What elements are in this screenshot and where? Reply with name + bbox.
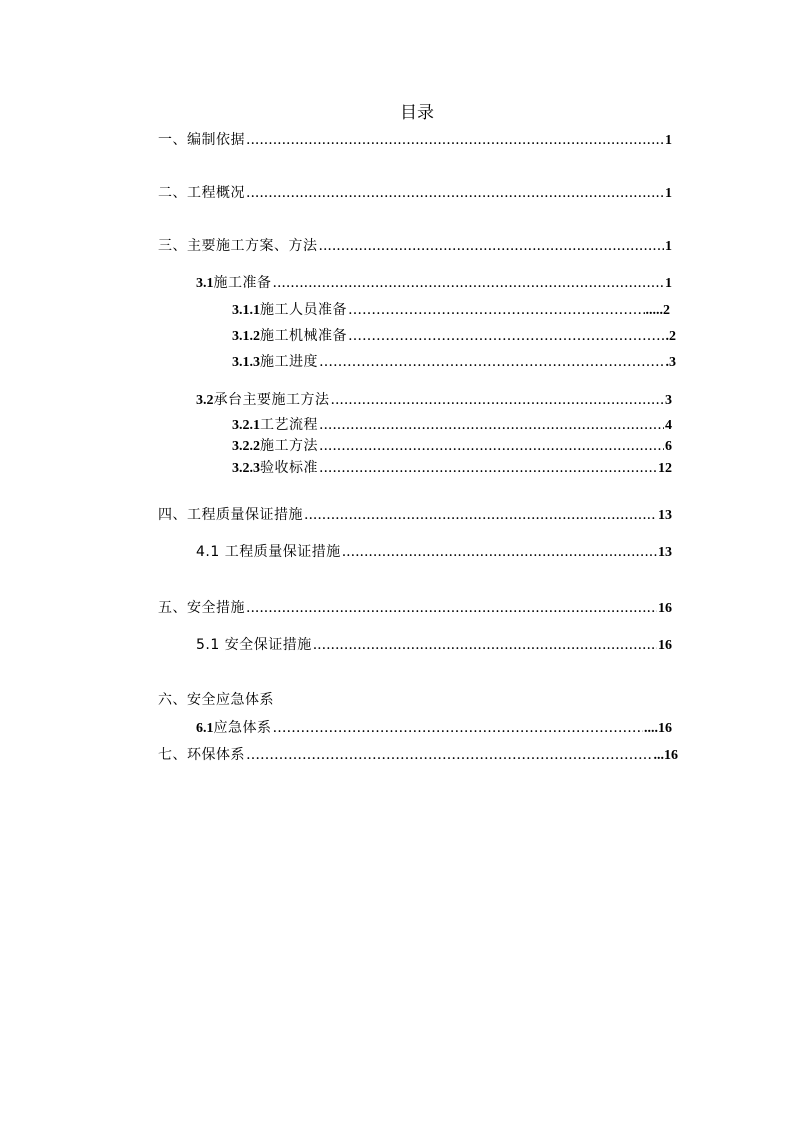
toc-leader — [273, 720, 644, 736]
toc-entry[interactable] — [232, 325, 676, 345]
toc-entry[interactable] — [158, 744, 678, 764]
toc-page-number: 16 — [658, 601, 672, 616]
toc-entry[interactable] — [158, 129, 672, 149]
toc-entry-label: 施工准备 — [213, 275, 272, 291]
toc-entry[interactable] — [158, 689, 672, 709]
toc-entry-label: 工艺流程 — [260, 417, 318, 433]
toc-section-number: 3.1.2 — [232, 329, 260, 344]
toc-entry[interactable] — [196, 717, 672, 737]
toc-section-number: 3.1.1 — [232, 303, 260, 318]
toc-page-number: 3 — [665, 393, 672, 408]
toc-leader — [348, 302, 645, 318]
toc-section-number: 3.1 — [196, 276, 214, 291]
toc-entry[interactable] — [232, 351, 676, 371]
toc-section-number: 3.2.1 — [232, 418, 260, 433]
toc-entry-label: 施工人员准备 — [260, 302, 347, 318]
toc-entry[interactable] — [232, 457, 672, 477]
toc-entry-label: 二、工程概况 — [158, 185, 245, 201]
toc-leader — [319, 417, 664, 433]
toc-page-number: 1 — [665, 276, 672, 291]
toc-page-number: 4 — [665, 418, 672, 433]
toc-leader — [246, 185, 664, 201]
toc-leader — [246, 600, 657, 616]
toc-entry-label: 七、环保体系 — [158, 747, 245, 763]
toc-title: 目录 — [400, 103, 434, 123]
toc-page-number: 13 — [658, 508, 672, 523]
toc-leader — [319, 238, 665, 254]
toc-section-number: 6.1 — [196, 721, 214, 736]
toc-page-number: 13 — [658, 545, 672, 560]
toc-entry-label: 三、主要施工方案、方法 — [158, 238, 318, 254]
toc-entry-label: 承台主要施工方法 — [213, 392, 330, 408]
toc-entry[interactable] — [196, 541, 672, 561]
toc-leader — [319, 354, 665, 370]
toc-entry-label: 4.1 工程质量保证措施 — [196, 544, 341, 560]
toc-entry[interactable] — [158, 182, 672, 202]
toc-page-number: 1 — [665, 133, 672, 148]
toc-page-number: 1 — [665, 186, 672, 201]
toc-leader — [313, 637, 657, 653]
toc-entry[interactable] — [158, 504, 672, 524]
toc-entry[interactable] — [196, 634, 672, 654]
toc-entry-label: 5.1 安全保证措施 — [196, 637, 312, 653]
toc-entry[interactable] — [232, 414, 672, 434]
toc-section-number: 3.2 — [196, 393, 214, 408]
toc-leader — [319, 460, 657, 476]
toc-entry-label: 四、工程质量保证措施 — [158, 507, 303, 523]
toc-page-number: .....2 — [645, 303, 670, 318]
toc-entry[interactable] — [232, 299, 670, 319]
toc-entry-label: 验收标准 — [260, 460, 318, 476]
toc-leader — [319, 438, 664, 454]
toc-entry[interactable] — [196, 389, 672, 409]
toc-leader — [246, 747, 653, 763]
toc-leader — [304, 507, 657, 523]
toc-entry-label: 一、编制依据 — [158, 132, 245, 148]
toc-leader — [348, 328, 665, 344]
toc-entry-label: 施工方法 — [260, 438, 318, 454]
toc-entry[interactable] — [232, 435, 672, 455]
toc-entry[interactable] — [158, 235, 672, 255]
toc-entry-label: 五、安全措施 — [158, 600, 245, 616]
toc-page-number: 1 — [665, 239, 672, 254]
toc-leader — [273, 275, 665, 291]
toc-leader — [342, 544, 657, 560]
toc-page-number: .3 — [665, 355, 676, 370]
toc-page-number: ...16 — [653, 748, 678, 763]
toc-entry-label: 六、安全应急体系 — [158, 692, 274, 708]
toc-entry-label: 施工机械准备 — [260, 328, 347, 344]
toc-page-number: ....16 — [644, 721, 672, 736]
toc-entry[interactable] — [158, 597, 672, 617]
toc-entry-label: 应急体系 — [213, 720, 272, 736]
toc-leader — [331, 392, 665, 408]
toc-section-number: 3.2.2 — [232, 439, 260, 454]
toc-page-number: 6 — [665, 439, 672, 454]
toc-page-number: .2 — [665, 329, 676, 344]
toc-entry-label: 施工进度 — [260, 354, 318, 370]
toc-leader — [246, 132, 664, 148]
toc-page-number: 16 — [658, 638, 672, 653]
toc-entry[interactable] — [196, 272, 672, 292]
toc-section-number: 3.2.3 — [232, 461, 260, 476]
toc-section-number: 3.1.3 — [232, 355, 260, 370]
toc-page-number: 12 — [658, 461, 672, 476]
